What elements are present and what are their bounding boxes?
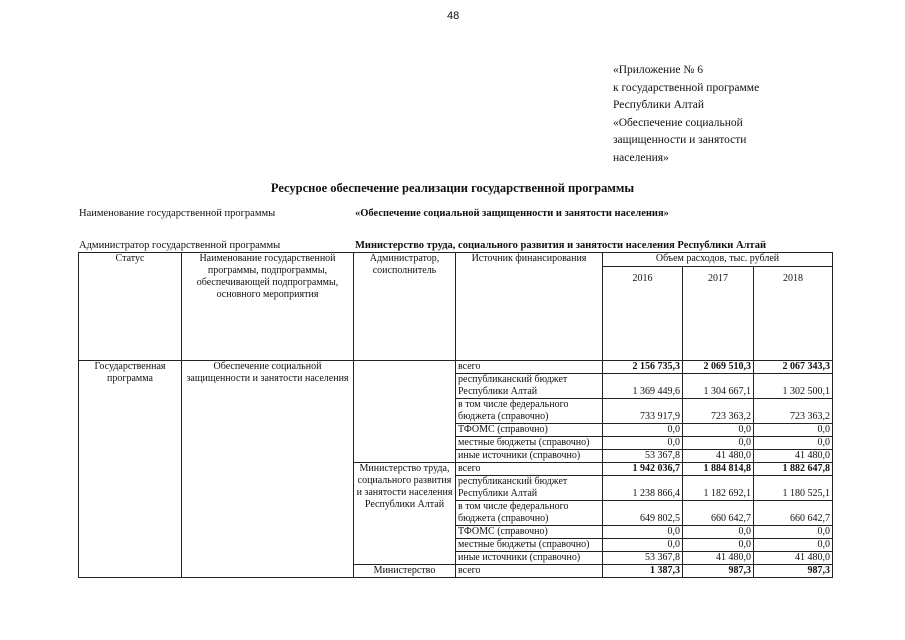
value-cell: 987,3	[754, 565, 833, 578]
appendix-line: к государственной программе	[613, 81, 760, 94]
header-status: Статус	[79, 253, 182, 361]
value-cell: 1 387,3	[603, 565, 683, 578]
value-cell: 41 480,0	[683, 450, 754, 463]
value-cell: 0,0	[683, 437, 754, 450]
source-cell: республиканский бюджет Республики Алтай	[456, 374, 603, 399]
value-cell: 723 363,2	[683, 399, 754, 424]
source-cell: республиканский бюджет Республики Алтай	[456, 476, 603, 501]
source-cell: в том числе федерального бюджета (справочно)	[456, 399, 603, 424]
value-cell: 2 069 510,3	[683, 361, 754, 374]
header-year-2016: 2016	[603, 267, 683, 361]
admin-cell: Министерство	[354, 565, 456, 578]
status-cell: Государственная программа	[79, 361, 182, 578]
value-cell: 0,0	[683, 539, 754, 552]
source-cell: местные бюджеты (справочно)	[456, 539, 603, 552]
value-cell: 1 302 500,1	[754, 374, 833, 399]
source-cell: всего	[456, 565, 603, 578]
value-cell: 53 367,8	[603, 552, 683, 565]
value-cell: 41 480,0	[683, 552, 754, 565]
appendix-line: «Приложение № 6	[613, 64, 703, 76]
value-cell: 2 067 343,3	[754, 361, 833, 374]
value-cell: 0,0	[603, 539, 683, 552]
value-cell: 1 942 036,7	[603, 463, 683, 476]
header-admin: Администратор, соисполнитель	[354, 253, 456, 361]
value-cell: 0,0	[603, 437, 683, 450]
value-cell: 733 917,9	[603, 399, 683, 424]
value-cell: 2 156 735,3	[603, 361, 683, 374]
value-cell: 1 369 449,6	[603, 374, 683, 399]
source-cell: ТФОМС (справочно)	[456, 424, 603, 437]
source-cell: ТФОМС (справочно)	[456, 526, 603, 539]
administrator-value: Министерство труда, социального развития и занятости населения Республики Алтай	[355, 240, 767, 251]
value-cell: 0,0	[754, 526, 833, 539]
header-year-2017: 2017	[683, 267, 754, 361]
value-cell: 0,0	[754, 437, 833, 450]
admin-cell-blank	[354, 361, 456, 463]
program-name-label: Наименование государственной программы	[79, 208, 276, 219]
value-cell: 41 480,0	[754, 450, 833, 463]
program-name-cell: Обеспечение социальной защищенности и занятости населения	[182, 361, 354, 578]
document-title: Ресурсное обеспечение реализации государственной программы	[270, 181, 635, 195]
source-cell: всего	[456, 361, 603, 374]
value-cell: 1 884 814,8	[683, 463, 754, 476]
value-cell: 987,3	[683, 565, 754, 578]
value-cell: 1 180 525,1	[754, 476, 833, 501]
value-cell: 0,0	[683, 424, 754, 437]
value-cell: 1 182 692,1	[683, 476, 754, 501]
source-cell: иные источники (справочно)	[456, 450, 603, 463]
value-cell: 53 367,8	[603, 450, 683, 463]
source-cell: всего	[456, 463, 603, 476]
value-cell: 0,0	[683, 526, 754, 539]
table-row	[79, 361, 833, 374]
value-cell: 0,0	[754, 539, 833, 552]
header-source: Источник финансирования	[456, 253, 603, 361]
appendix-line: Республики Алтай	[613, 99, 705, 111]
appendix-line: защищенности и занятости	[613, 134, 747, 146]
appendix-line: «Обеспечение социальной	[613, 116, 743, 129]
administrator-label: Администратор государственной программы	[79, 240, 281, 251]
header-expenses: Объем расходов, тыс. рублей	[603, 253, 833, 267]
header-year-2018: 2018	[754, 267, 833, 361]
source-cell: иные источники (справочно)	[456, 552, 603, 565]
value-cell: 1 882 647,8	[754, 463, 833, 476]
program-name-value: «Обеспечение социальной защищенности и занятости населения»	[355, 208, 669, 219]
source-cell: местные бюджеты (справочно)	[456, 437, 603, 450]
value-cell: 0,0	[754, 424, 833, 437]
page-number: 48	[447, 10, 460, 22]
value-cell: 0,0	[603, 526, 683, 539]
appendix-line: населения»	[613, 151, 669, 164]
value-cell: 1 238 866,4	[603, 476, 683, 501]
value-cell: 660 642,7	[683, 501, 754, 526]
value-cell: 723 363,2	[754, 399, 833, 424]
value-cell: 660 642,7	[754, 501, 833, 526]
value-cell: 41 480,0	[754, 552, 833, 565]
header-name: Наименование государственной программы, подпрограммы, обеспечивающей подпрограммы, основного мероприятия	[182, 253, 354, 361]
source-cell: в том числе федерального бюджета (справочно)	[456, 501, 603, 526]
resource-table	[78, 252, 833, 578]
value-cell: 0,0	[603, 424, 683, 437]
appendix-note	[613, 62, 759, 167]
admin-cell: Министерство труда, социального развития и занятости населения Республики Алтай	[354, 463, 456, 565]
value-cell: 1 304 667,1	[683, 374, 754, 399]
value-cell: 649 802,5	[603, 501, 683, 526]
